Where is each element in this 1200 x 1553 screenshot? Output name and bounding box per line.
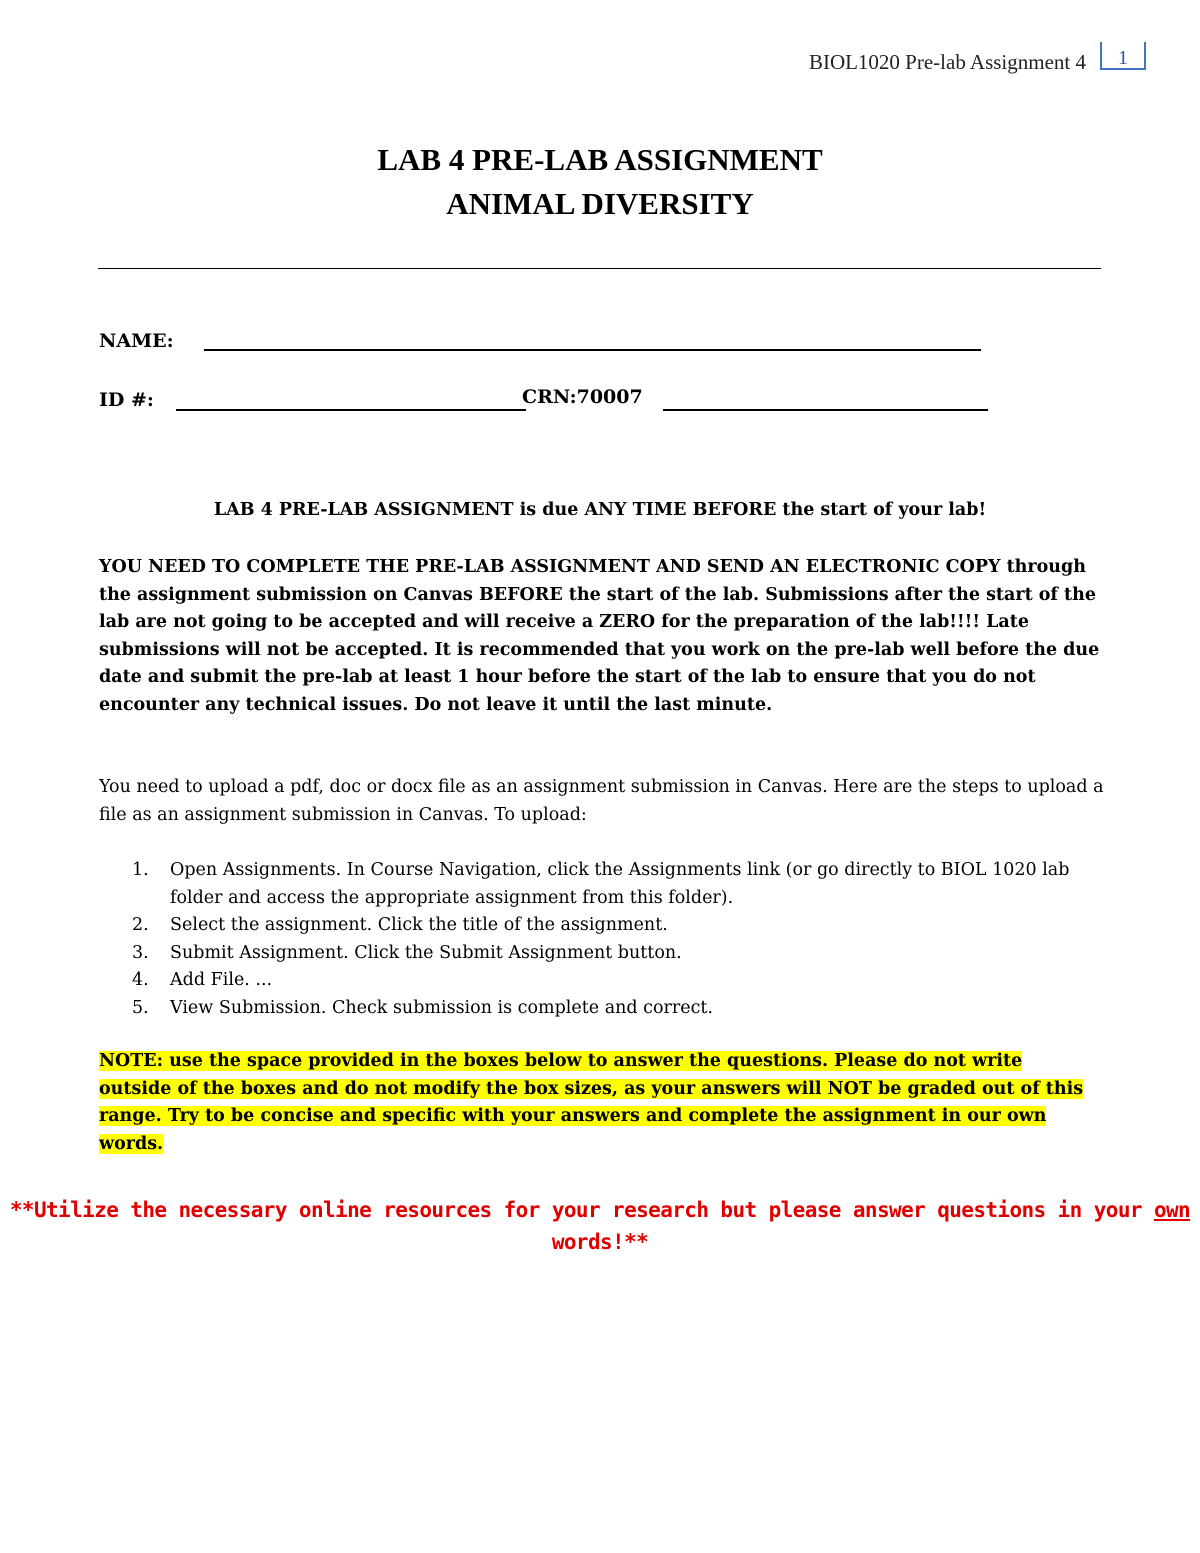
underlined-own: own: [1153, 1198, 1191, 1222]
document-subtitle: ANIMAL DIVERSITY: [446, 186, 754, 221]
reminder-text: **Utilize the necessary online resources for your research but please answer questions in your own words!**: [9, 1198, 1191, 1254]
document-title: LAB 4 PRE-LAB ASSIGNMENT: [377, 142, 823, 177]
due-line: LAB 4 PRE-LAB ASSIGNMENT is due ANY TIME BEFORE the start of your lab!: [213, 500, 987, 520]
list-item: 2. Select the assignment. Click the title of the assignment.: [132, 915, 668, 935]
name-field[interactable]: [204, 349, 981, 351]
list-item: 5. View Submission. Check submission is complete and correct.: [132, 997, 713, 1018]
list-item: 3. Submit Assignment. Click the Submit Assignment button.: [132, 942, 682, 963]
name-label: NAME:: [99, 330, 174, 352]
id-label: ID #:: [99, 389, 154, 411]
instructions-paragraph: YOU NEED TO COMPLETE THE PRE-LAB ASSIGNMENT AND SEND AN ELECTRONIC COPY through the assignment submission on Canvas BEFORE the start of the lab. Submissions after the start of the lab are not going to be accepted and will receive a ZERO for the preparation of the lab!!!! Late submissions will not be accepted. It is recommended that you work on the pre-lab well before the due date and submit the pre-lab at least 1 hour before the start of the lab to ensure that you do not encounter any technical issues. Do not leave it until the last minute.: [99, 557, 1100, 715]
list-item: 4. Add File. ...: [132, 970, 273, 990]
highlighted-note: NOTE: use the space provided in the boxes below to answer the questions. Please do not write outside of the boxes and do not modify the box sizes, as your answers will NOT be graded out of this range. Try to be concise and specific with your answers and complete the assignment in our own words.: [99, 1051, 1084, 1154]
upload-intro: You need to upload a pdf, doc or docx file as an assignment submission in Canvas. Here are the steps to upload a file as an assignment submission in Canvas. To upload:: [99, 777, 1104, 825]
crn-label: CRN:70007: [522, 386, 643, 408]
page-number: 1: [1100, 42, 1146, 70]
id-field[interactable]: [176, 409, 526, 411]
crn-field[interactable]: [663, 409, 988, 411]
upload-steps-list: [99, 857, 1104, 1022]
list-item: 1. Open Assignments. In Course Navigation, click the Assignments link (or go directly to BIOL 1020 lab folder and access the appropriate assignment from this folder).: [132, 860, 1070, 908]
divider: [98, 268, 1101, 269]
running-header: BIOL1020 Pre-lab Assignment 4: [808, 50, 1086, 74]
